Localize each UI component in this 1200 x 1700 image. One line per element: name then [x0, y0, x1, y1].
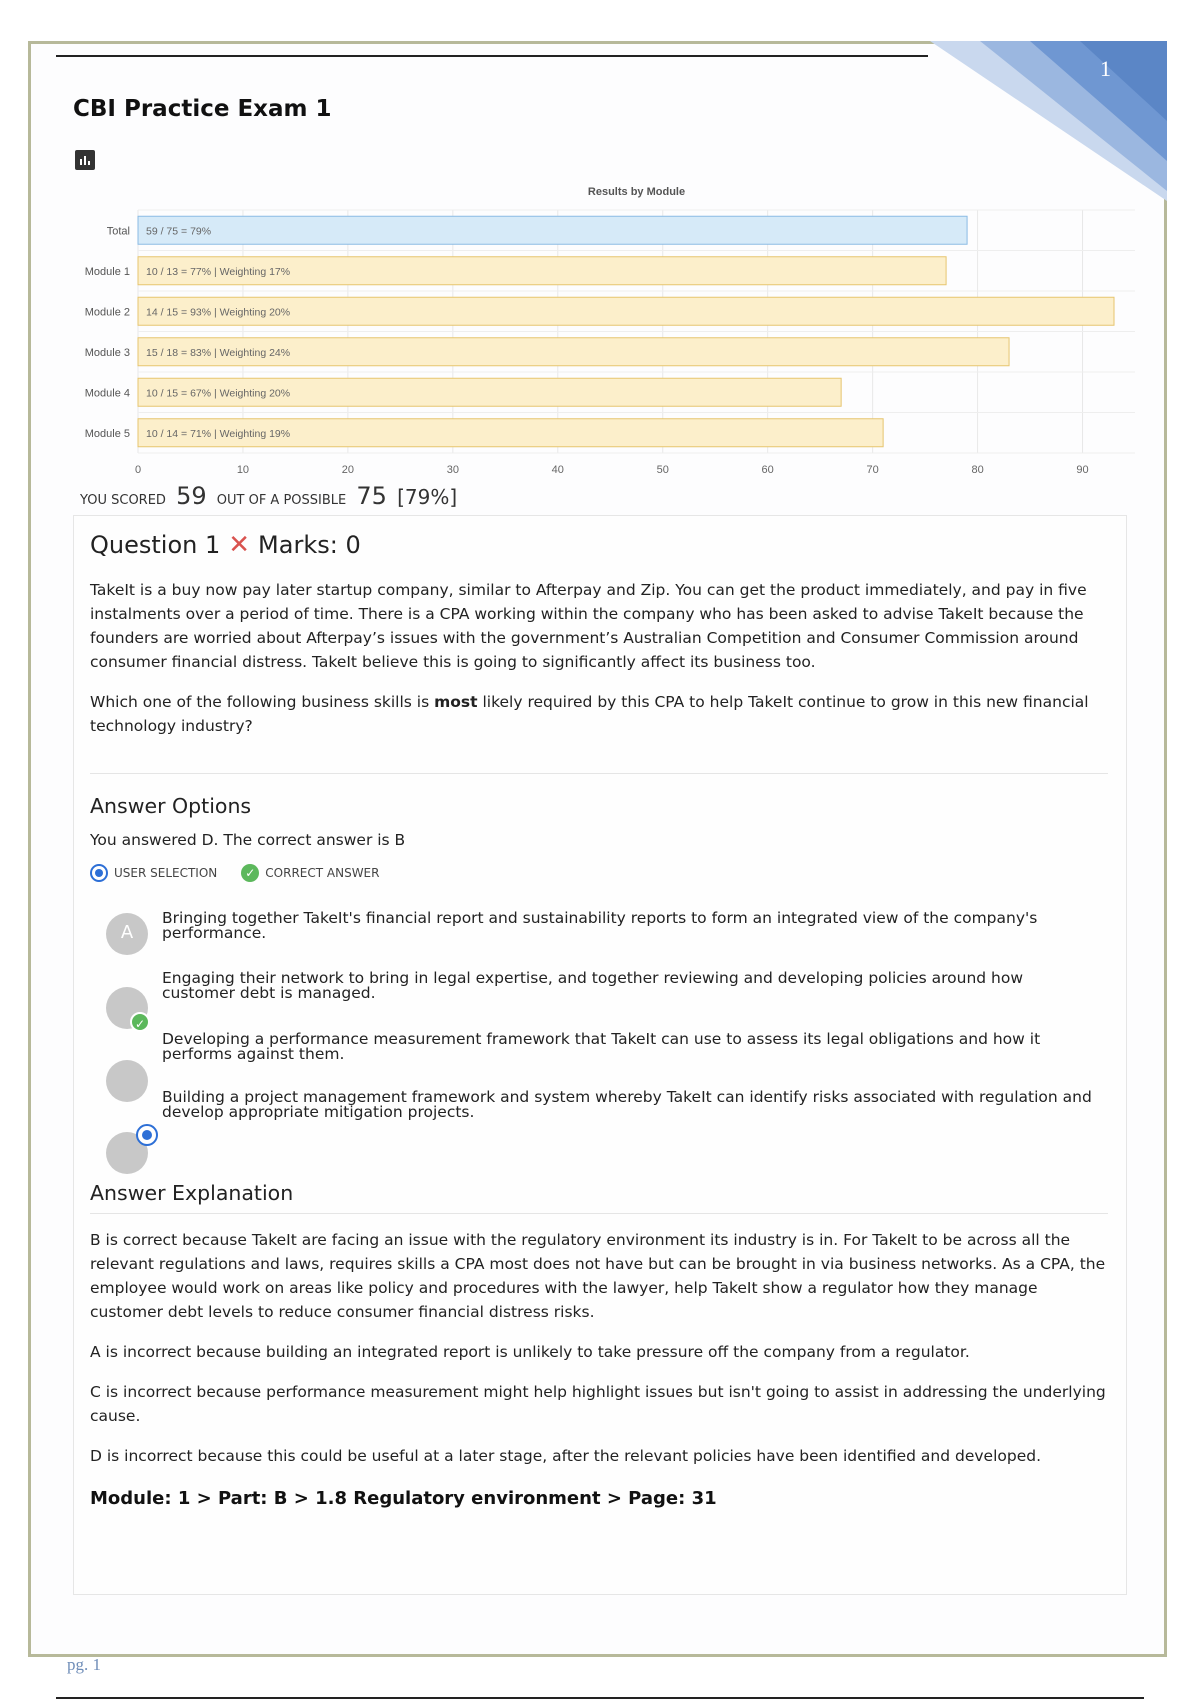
answer-options-heading: Answer Options: [90, 794, 252, 818]
x-tick-label: 20: [341, 464, 355, 476]
category-label: Total: [106, 225, 130, 238]
bar-data-label: 59 / 75 = 79%: [146, 225, 212, 238]
corner-decoration: [930, 41, 1167, 201]
option-d-text[interactable]: Building a project management framework and system whereby TakeIt can identify risks associated with regulation and develop appropriate mitigation projects.: [162, 1088, 1092, 1121]
results-chart: [60, 180, 1140, 480]
x-tick-label: 40: [551, 464, 564, 476]
question-text: [90, 578, 1100, 754]
bar-data-label: 10 / 15 = 67% | Weighting 20%: [146, 387, 291, 400]
score-summary: [80, 482, 457, 510]
bar-data-label: 15 / 18 = 83% | Weighting 24%: [146, 346, 291, 359]
category-label: Module 5: [84, 427, 130, 440]
explanation-body: [90, 1228, 1108, 1484]
x-tick-label: 0: [134, 464, 142, 476]
chart-title: Results by Module: [587, 186, 686, 198]
answer-legend: [90, 864, 403, 882]
option-a-text[interactable]: Bringing together TakeIt's financial report and sustainability reports to form an integrated view of the company's performance.: [162, 909, 1038, 942]
x-tick-label: 10: [236, 464, 250, 476]
score-middle: OUT OF A POSSIBLE: [216, 493, 347, 508]
question-marks: Marks: 0: [258, 531, 361, 559]
bar-data-label: 10 / 13 = 77% | Weighting 17%: [146, 265, 291, 278]
divider: [90, 773, 1108, 774]
legend-correct-answer: ✓ CORRECT ANSWER: [241, 864, 379, 882]
bar-data-label: 14 / 15 = 93% | Weighting 20%: [146, 306, 291, 319]
option-b-text[interactable]: Engaging their network to bring in legal expertise, and together reviewing and developing policies around how customer debt is managed.: [162, 969, 1024, 1002]
score-possible: 75: [356, 482, 387, 510]
bar-total: [138, 216, 967, 244]
explanation-paragraph: A is incorrect because building an integrated report is unlikely to take pressure off the company from a regulator.: [90, 1343, 970, 1361]
prompt-bold: most: [434, 693, 478, 711]
footer-page-number: pg. 1: [67, 1655, 101, 1674]
category-label: Module 3: [84, 346, 130, 359]
category-label: Module 4: [84, 387, 130, 400]
category-label: Module 1: [84, 265, 130, 278]
divider: [90, 1213, 1108, 1214]
answer-result: You answered D. The correct answer is B: [90, 831, 406, 849]
prompt-after: likely required by this CPA to help TakeIt continue to grow in this new financial technology industry?: [90, 693, 1089, 735]
explanation-paragraph: C is incorrect because performance measurement might help highlight issues but isn't going to assist in addressing the underlying cause.: [90, 1383, 1106, 1425]
x-tick-label: 90: [1076, 464, 1089, 476]
x-tick-label: 60: [761, 464, 774, 476]
bar-chart-icon[interactable]: [75, 150, 95, 170]
prompt-before: Which one of the following business skills is: [90, 693, 435, 711]
question-title: Question 1: [90, 531, 221, 559]
score-earned: 59: [176, 482, 207, 510]
question-prompt: [90, 690, 1100, 738]
explanation-paragraph: B is correct because TakeIt are facing an issue with the regulatory environment its industry is in. For TakeIt to be across all the relevant regulations and laws, requires skills a CPA most does not have but can be brought in via business networks. As a CPA, the employee would work on areas like policy and procedures with the lawyer, help TakeIt show a regulator how they manage customer debt levels to reduce consumer financial distress risks.: [90, 1231, 1106, 1321]
syllabus-reference: Module: 1 > Part: B > 1.8 Regulatory environment > Page: 31: [90, 1488, 717, 1509]
score-percent: [79%]: [397, 485, 458, 509]
header-rule: [56, 55, 928, 57]
category-label: Module 2: [84, 306, 130, 319]
option-c-text[interactable]: Developing a performance measurement framework that TakeIt can use to assess its legal obligations and how it performs against them.: [162, 1030, 1041, 1063]
user-selection-icon: [136, 1124, 158, 1146]
radio-selected-icon: [90, 864, 108, 882]
bar-data-label: 10 / 14 = 71% | Weighting 19%: [146, 427, 291, 440]
page-number: 1: [1100, 56, 1111, 81]
question-stem: TakeIt is a buy now pay later startup company, similar to Afterpay and Zip. You can get the product immediately, and pay in five instalments over a period of time. There is a CPA working within the company who has been asked to advise TakeIt because the founders are worried about Afterpay’s issues with the government’s Australian Competition and Consumer Commission around consumer financial distress. TakeIt believe this is going to significantly affect its business too.: [90, 581, 1087, 671]
question-header: [90, 530, 361, 560]
exam-title: CBI Practice Exam 1: [73, 96, 332, 122]
option-a-circle[interactable]: A: [106, 913, 148, 955]
option-c-circle[interactable]: [106, 1060, 148, 1102]
check-icon: ✓: [241, 864, 259, 882]
x-tick-label: 80: [971, 464, 984, 476]
score-prefix: YOU SCORED: [80, 493, 166, 508]
legend-user-selection: USER SELECTION: [90, 864, 217, 882]
footer-rule: [56, 1697, 1144, 1699]
question-panel: [73, 515, 1127, 1595]
incorrect-icon: ✕: [228, 530, 251, 560]
x-tick-label: 50: [656, 464, 669, 476]
x-tick-label: 30: [446, 464, 459, 476]
explanation-paragraph: D is incorrect because this could be useful at a later stage, after the relevant policies have been identified and developed.: [90, 1447, 1041, 1465]
x-tick-label: 70: [866, 464, 879, 476]
explanation-heading: Answer Explanation: [90, 1181, 294, 1205]
correct-check-icon: ✓: [130, 1012, 150, 1032]
